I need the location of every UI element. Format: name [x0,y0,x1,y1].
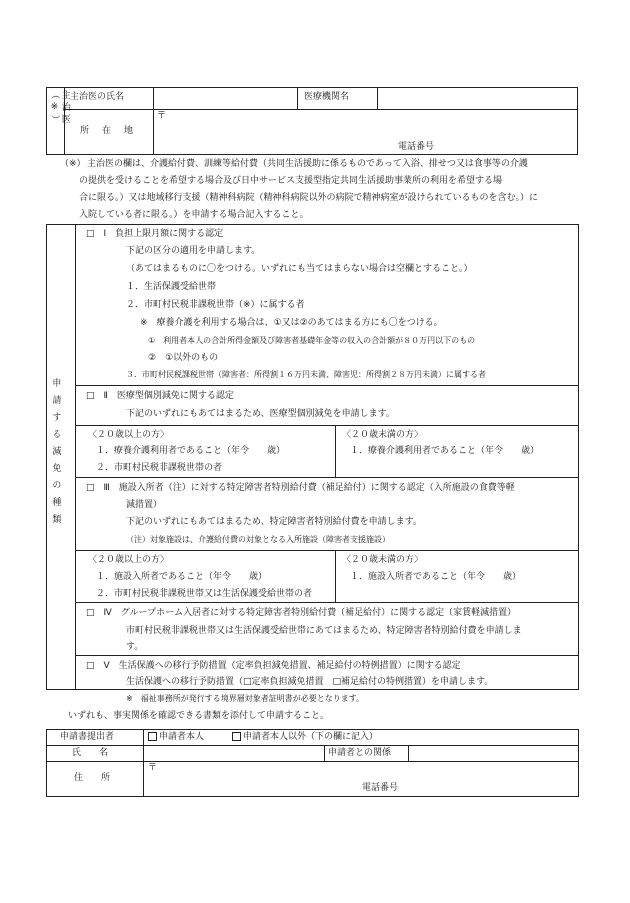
checkbox-icon[interactable] [148,732,157,741]
relation-field[interactable] [409,746,577,760]
submitter-address-field[interactable] [144,762,577,795]
sec1-item-2[interactable]: ２．市町村民税非課税世帯（※）に属する者 [126,300,305,310]
sec4-body-cont: す。 [126,642,144,652]
sec3-left-head: 〈２０歳以上の方〉 [88,555,170,565]
sec2-left-item-1: １．療養介護利用者であること（年令 歳） [96,446,286,456]
sec2-right-head: 〈２０歳未満の方〉 [342,430,424,440]
sec1-item-2b[interactable]: ② ①以外のもの [148,353,219,363]
sec2-title[interactable]: □ Ⅱ 医療型個別減免に関する認定 [86,391,234,401]
sec3-title-cont: 減措置） [126,500,163,510]
reduction-type-label: 申請する減免の種類 [50,378,61,531]
sec3-right-item-1: １．施設入所者であること（年令 歳） [350,572,522,582]
submitter-option-other[interactable]: 申請者本人以外（下の欄に記入） [232,732,378,742]
submitter-address-label: 住 所 [74,773,111,783]
submitter-name-label: 氏 名 [72,748,109,758]
sec3-title[interactable]: □ Ⅲ 施設入所者（注）に対する特定障害者特別給付費（補足給付）に関する認定（入所施設の食費等軽 [86,483,515,493]
sec1-title[interactable]: □ Ⅰ 負担上限月額に関する認定 [86,229,224,239]
submitter-label: 申請書提出者 [60,732,115,742]
sec5-body[interactable]: 生活保護への移行予防措置（□定率負担減免措置 □補足給付の特例措置）を申請します。 [126,677,494,687]
doctor-phone-label: 電話番号 [398,142,435,152]
facility-name-label: 医療機関名 [304,92,350,102]
checkbox-icon[interactable] [232,732,241,741]
sec1-item-1[interactable]: １．生活保護受給世帯 [126,282,217,292]
sec1-intro: 下記の区分の適用を申請します。 [126,246,261,256]
sec5-title[interactable]: □ Ⅴ 生活保護への移行予防措置（定率負担減免措置、補足給付の特例措置）に関する認定 [86,661,461,671]
sec5-note: ※ 福祉事務所が発行する境界層対象者証明書が必要となります。 [126,694,365,703]
doctor-note-line: 主治医の欄は、介護給付費、訓練等給付費（共同生活援助に係るものであって入浴、排せつ又は食事等の介護 [87,159,528,169]
sec1-item-2a[interactable]: ① 利用者本人の合計所得金額及び障害者基礎年金等の収入の合計額が８０万円以下のもの [148,336,476,345]
doctor-note-line: の提供を受けることを希望する場合及び日中サービス支援型指定共同生活援助事業所の利用を希望する場 [79,176,503,186]
doctor-note-line: 合に限る。）又は地域移行支援（精神科病院（精神科病院以外の病院で精神病室が設けられているものを含む。）に [79,193,539,203]
sec3-note: （注）対象施設は、介護給付費の対象となる入所施設（障害者支援施設） [126,535,390,544]
doctor-note-mark: （※） [60,159,86,169]
postal-mark: 〒 [157,111,167,121]
doctor-name-label: 主治医の氏名 [70,92,125,102]
sec2-left-head: 〈２０歳以上の方〉 [88,430,170,440]
footer-note: いずれも、事実関係を確認できる書類を添付して申請すること。 [68,711,330,721]
relation-label: 申請者との関係 [328,748,392,758]
sec3-left-item-2: ２．市町村民税非課税世帯又は生活保護受給世帯の者 [96,589,313,599]
doctor-address-label: 所 在 地 [80,126,136,136]
doctor-side-label: 主治医（※） [49,90,70,127]
doctor-name-field[interactable] [154,88,296,108]
sec3-intro: 下記のいずれにもあてはまるため、特定障害者特別給付費を申請します。 [126,517,422,527]
sec1-item-3[interactable]: ３．市町村民税課税世帯（障害者：所得割１６万円未満、障害児：所得割２８万円未満）に属する者 [126,370,486,379]
sec2-right-item-1: １．療養介護利用者であること（年令 歳） [350,446,540,456]
postal-mark: 〒 [148,763,158,773]
sec3-left-item-1: １．施設入所者であること（年令 歳） [96,572,268,582]
facility-name-field[interactable] [378,88,576,108]
sec2-intro: 下記のいずれにもあてはまるため、医療型個別減免を申請します。 [126,409,395,419]
submitter-name-field[interactable] [144,746,323,760]
sec3-right-head: 〈２０歳未満の方〉 [342,555,424,565]
sec2-left-item-2: ２．市町村民税非課税世帯の者 [96,463,223,473]
sec4-body: 市町村民税非課税世帯又は生活保護受給世帯にあてはまるため、特定障害者特別給付費を申請しま [126,626,522,636]
submitter-phone-label: 電話番号 [362,783,399,793]
doctor-address-field[interactable] [154,110,576,153]
sec1-note: （あてはまるものに〇をつける。いずれにも当てはまらない場合は空欄とすること。） [126,264,473,274]
sec4-title[interactable]: □ Ⅳ グループホーム入居者に対する特定障害者特別給付費（補足給付）に関する認定（家賃軽減措置） [86,608,517,618]
sec1-item-2-note: ※ 療養介護を利用する場合は、①又は②のあてはまる方にも〇をつける。 [140,318,443,328]
doctor-note-line: 入院している者に限る。）を申請する場合記入すること。 [79,210,309,220]
submitter-option-self[interactable]: 申請者本人 [148,732,204,742]
